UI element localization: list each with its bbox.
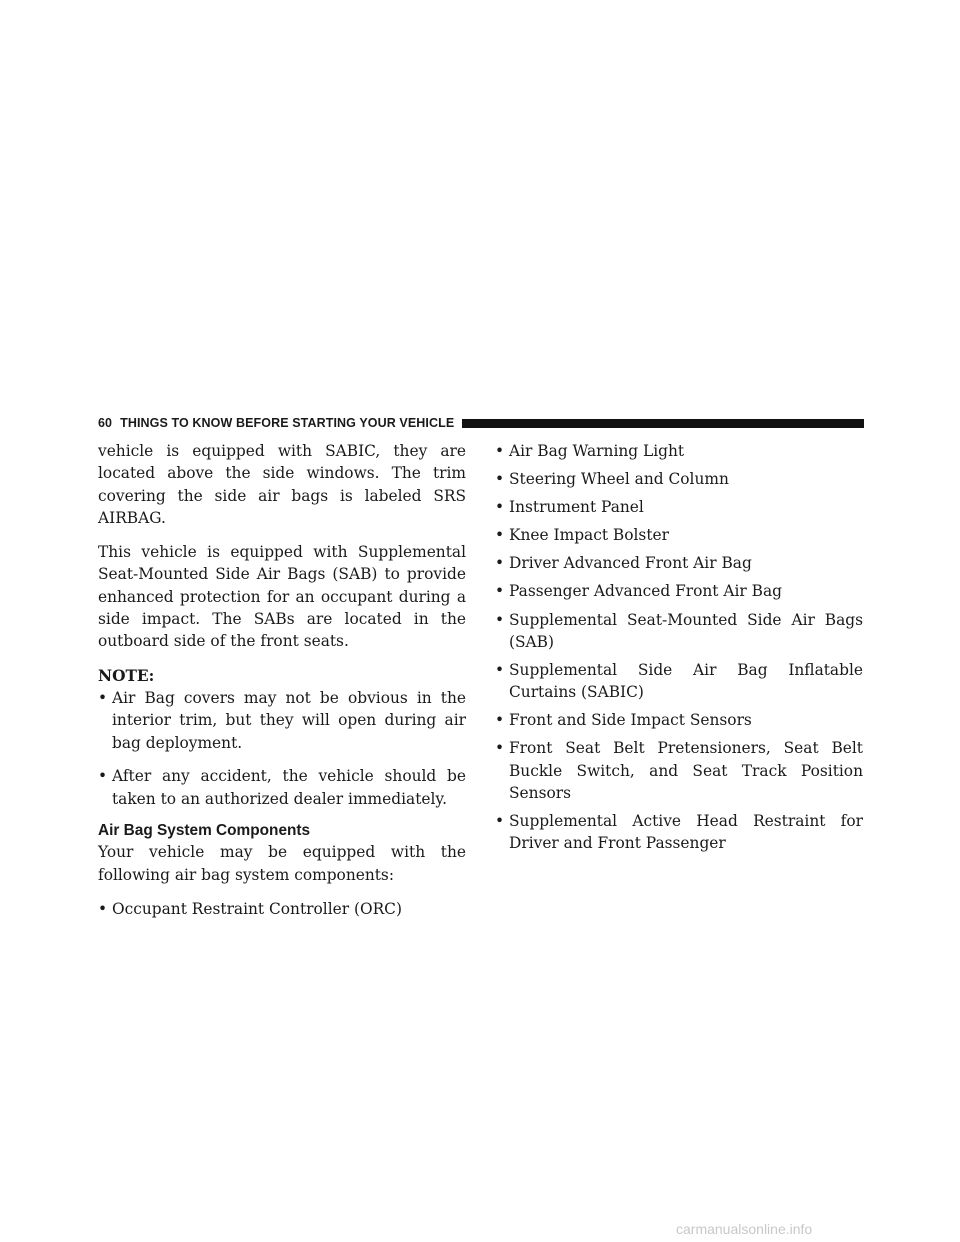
component-item (495, 737, 863, 804)
component-text: Driver Advanced Front Air Bag (509, 554, 752, 573)
component-item (495, 440, 863, 462)
left-column (98, 440, 466, 932)
component-text: Supplemental Active Head Restraint for Driver and Front Passenger (509, 812, 863, 853)
page-number: 60 (98, 416, 113, 430)
bullet-icon: • (98, 767, 108, 786)
components-intro: Your vehicle may be equipped with the following air bag system components: (98, 843, 466, 884)
component-item (495, 580, 863, 602)
component-text: Occupant Restraint Controller (ORC) (112, 900, 402, 919)
paragraph-sabic-location: vehicle is equipped with SABIC, they are located above the side windows. The trim covering the side air bags is labeled SRS AIRBAG. (98, 442, 466, 527)
note-text: After any accident, the vehicle should be taken to an authorized dealer immediately. (112, 767, 466, 808)
component-text: Supplemental Seat-Mounted Side Air Bags (SAB) (509, 610, 863, 651)
note-label: NOTE: (98, 666, 155, 685)
section-subheading: Air Bag System Components (98, 822, 311, 840)
bullet-icon: • (98, 688, 108, 707)
bullet-icon: • (495, 812, 505, 831)
watermark-link[interactable]: carmanualsonline.info (676, 1221, 813, 1237)
paragraph-sab-description: This vehicle is equipped with Supplemental Seat-Mounted Side Air Bags (SAB) to provide enhanced protection for an occupant during a side impact. The SABs are located in the outboard side of the front seats. (98, 543, 466, 651)
component-text: Air Bag Warning Light (509, 442, 685, 460)
component-item (98, 898, 466, 920)
component-item (495, 609, 863, 654)
component-text: Instrument Panel (509, 498, 644, 517)
bullet-icon: • (495, 711, 505, 730)
page-header (98, 416, 864, 430)
component-text: Steering Wheel and Column (509, 470, 729, 489)
component-text: Passenger Advanced Front Air Bag (509, 582, 783, 601)
component-text: Front and Side Impact Sensors (509, 711, 752, 730)
bullet-icon: • (495, 526, 505, 545)
bullet-icon: • (495, 554, 505, 573)
bullet-icon: • (98, 900, 108, 919)
component-item (495, 468, 863, 490)
bullet-icon: • (495, 470, 505, 489)
component-item (495, 552, 863, 574)
note-item (98, 687, 466, 754)
section-title: THINGS TO KNOW BEFORE STARTING YOUR VEHICLE (120, 416, 455, 430)
bullet-icon: • (495, 582, 505, 601)
right-column (495, 440, 863, 861)
note-text: Air Bag covers may not be obvious in the interior trim, but they will open during air bag deployment. (112, 688, 466, 752)
bullet-icon: • (495, 739, 505, 758)
component-item (495, 709, 863, 731)
header-rule (462, 419, 864, 428)
component-text: Front Seat Belt Pretensioners, Seat Belt Buckle Switch, and Seat Track Position Sensors (509, 739, 863, 803)
component-text: Supplemental Side Air Bag Inflatable Curtains (SABIC) (509, 660, 863, 702)
component-item (495, 659, 863, 704)
component-item (495, 810, 863, 855)
component-text: Knee Impact Bolster (509, 526, 669, 545)
bullet-icon: • (495, 442, 505, 460)
component-item (495, 524, 863, 546)
bullet-icon: • (495, 660, 505, 679)
component-item (495, 496, 863, 518)
note-item (98, 765, 466, 810)
bullet-icon: • (495, 610, 505, 629)
bullet-icon: • (495, 498, 505, 517)
